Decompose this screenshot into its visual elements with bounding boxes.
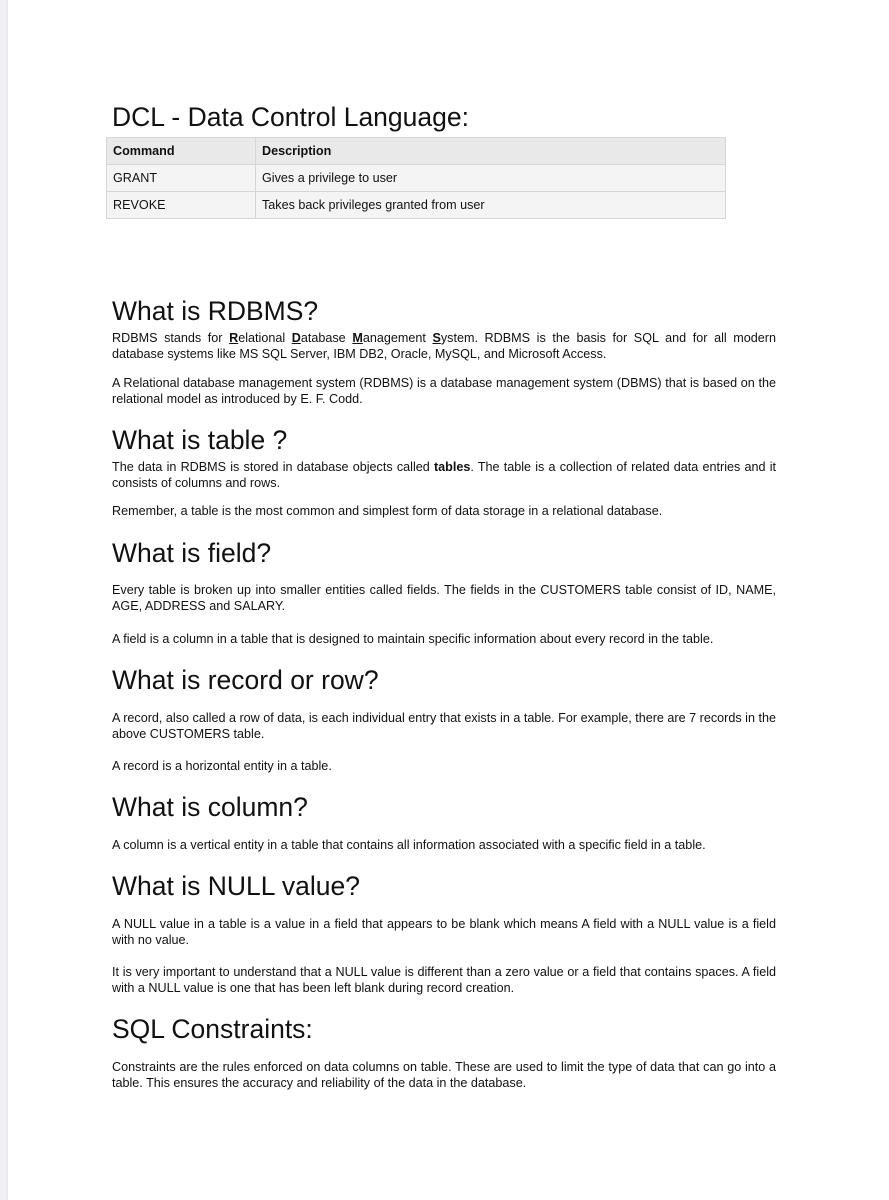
constraints-paragraph-1: Constraints are the rules enforced on data columns on table. These are used to limit the type of data that can go into a table. This ensures the accuracy and reliability of the data in the database. — [112, 1060, 776, 1090]
table-header-description: Description — [256, 138, 726, 165]
column-paragraph-1: A column is a vertical entity in a table that contains all information associated with a specific field in a table. — [112, 838, 706, 852]
record-paragraph-2: A record is a horizontal entity in a table. — [112, 759, 332, 773]
column-heading: What is column? — [112, 792, 308, 822]
null-value-paragraph-1: A NULL value in a table is a value in a field that appears to be blank which means A field with a NULL value is a field with no value. — [112, 917, 776, 947]
dcl-table — [106, 137, 726, 219]
rdbms-paragraph-1: RDBMS stands for Relational Database Management System. RDBMS is the basis for SQL and for all modern database systems like MS SQL Server, IBM DB2, Oracle, MySQL, and Microsoft Access. — [112, 331, 776, 361]
table-row — [107, 165, 726, 192]
constraints-heading: SQL Constraints: — [112, 1014, 313, 1044]
table-cell-command: GRANT — [107, 165, 256, 192]
table-paragraph-2: Remember, a table is the most common and simplest form of data storage in a relational database. — [112, 504, 663, 518]
field-paragraph-1: Every table is broken up into smaller entities called fields. The fields in the CUSTOMERS table consist of ID, NAME, AGE, ADDRESS and SALARY. — [112, 583, 776, 613]
table-cell-command: REVOKE — [107, 192, 256, 219]
rdbms-heading: What is RDBMS? — [112, 296, 319, 326]
table-paragraph-1: The data in RDBMS is stored in database objects called tables. The table is a collection of related data entries and it consists of columns and rows. — [112, 460, 776, 490]
document-page — [8, 0, 889, 1200]
record-paragraph-1: A record, also called a row of data, is each individual entry that exists in a table. For example, there are 7 records in the above CUSTOMERS table. — [112, 711, 776, 741]
field-paragraph-2: A field is a column in a table that is designed to maintain specific information about every record in the table. — [112, 632, 714, 646]
table-heading: What is table ? — [112, 425, 288, 455]
null-value-paragraph-2: It is very important to understand that a NULL value is different than a zero value or a field that contains spaces. A field with a NULL value is one that has been left blank during record creation. — [112, 965, 776, 995]
table-header-command: Command — [107, 138, 256, 165]
null-value-heading: What is NULL value? — [112, 871, 360, 901]
rdbms-paragraph-2: A Relational database management system (RDBMS) is a database management system (DBMS) that is based on the relational model as introduced by E. F. Codd. — [112, 376, 776, 406]
table-row — [107, 192, 726, 219]
field-heading: What is field? — [112, 538, 272, 568]
record-heading: What is record or row? — [112, 665, 379, 695]
table-header-row — [107, 138, 726, 165]
dcl-heading: DCL - Data Control Language: — [112, 102, 469, 132]
table-cell-description: Gives a privilege to user — [256, 165, 726, 192]
table-cell-description: Takes back privileges granted from user — [256, 192, 726, 219]
